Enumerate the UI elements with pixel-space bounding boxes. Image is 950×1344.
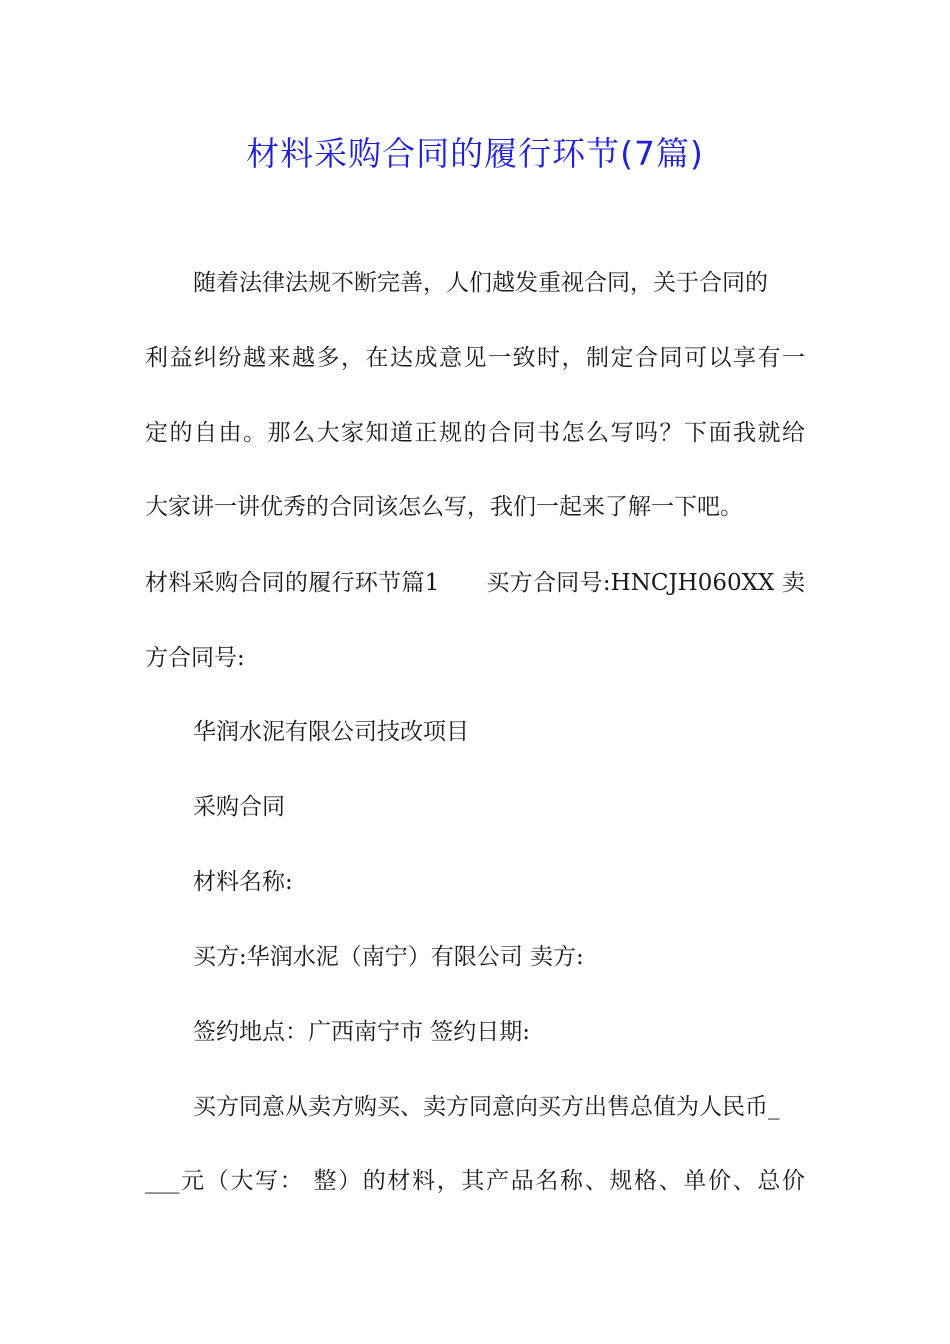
parties-line: 买方:华润水泥（南宁）有限公司 卖方: xyxy=(193,944,584,970)
contract-type: 采购合同 xyxy=(193,794,285,820)
intro-line-2: 利益纠纷越来越多，在达成意见一致时，制定合同可以享有一 xyxy=(145,345,805,371)
intro-line-1: 随着法律法规不断完善，人们越发重视合同，关于合同的 xyxy=(193,270,768,296)
agreement-line-2: ___元（大写： 整）的材料，其产品名称、规格、单价、总价 xyxy=(145,1168,805,1194)
agreement-line-1: 买方同意从卖方购买、卖方同意向买方出售总值为人民币_ xyxy=(193,1094,780,1120)
project-name: 华润水泥有限公司技改项目 xyxy=(193,719,469,745)
section-heading-continuation: 方合同号: xyxy=(145,645,245,671)
intro-line-3: 定的自由。那么大家知道正规的合同书怎么写吗？下面我就给 xyxy=(145,420,805,446)
material-name-label: 材料名称: xyxy=(193,869,293,895)
intro-line-4: 大家讲一讲优秀的合同该怎么写，我们一起来了解一下吧。 xyxy=(145,494,743,520)
document-title: 材料采购合同的履行环节(7篇) xyxy=(246,134,704,173)
signing-line: 签约地点：广西南宁市 签约日期: xyxy=(193,1019,531,1045)
section-heading-line: 材料采购合同的履行环节篇1 买方合同号:HNCJH060XX 卖 xyxy=(145,570,805,596)
